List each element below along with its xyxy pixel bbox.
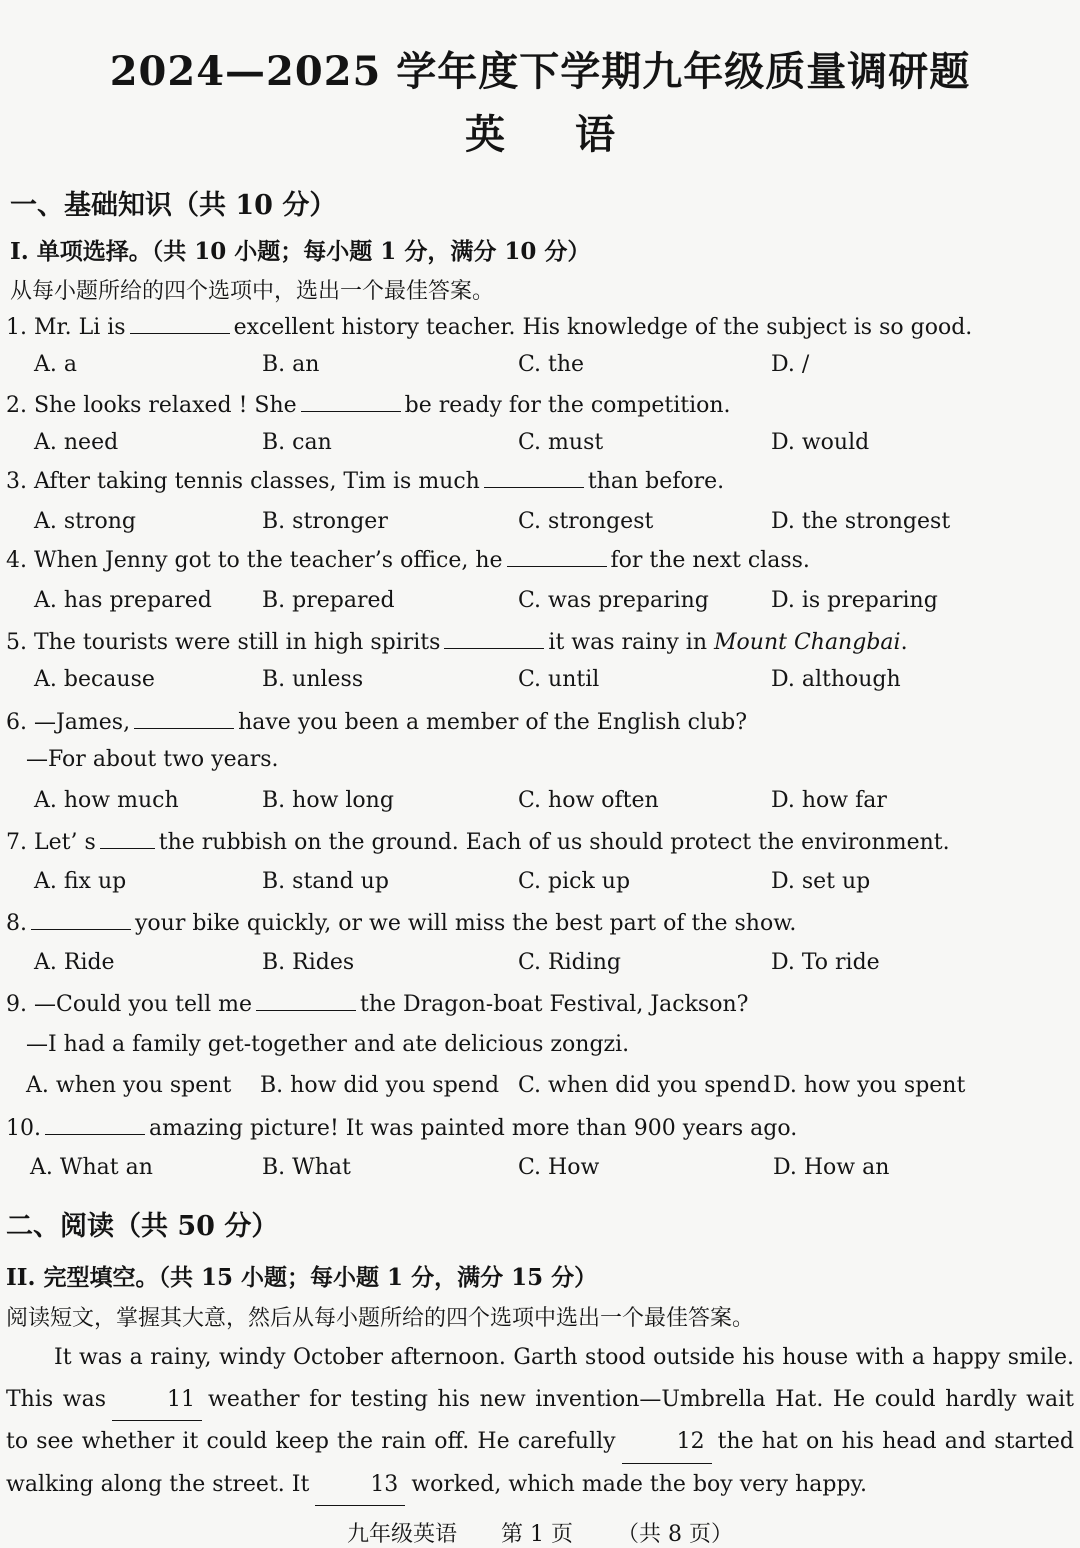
option-d: D. although [771,667,901,692]
option-a: A. strong [34,509,137,534]
question-stem-post: for the next class. [610,548,810,573]
answer-blank [134,708,234,729]
page-footer [0,1517,1080,1548]
question-stem-post: the rubbish on the ground. Each of us should protect the environment. [158,830,950,855]
place-name: Mount Changbai [714,630,901,655]
option-c: C. must [518,430,604,455]
option-a: A. fix up [34,869,127,894]
answer-blank [256,990,356,1011]
option-b: B. unless [262,667,364,692]
answer-blank [130,313,230,334]
question-6 [6,708,747,735]
answer-blank [507,546,607,567]
option-b: B. how did you spend [260,1073,500,1098]
question-3 [6,467,724,494]
option-c: C. how often [518,788,659,813]
question-stem-pre: 3. After taking tennis classes, Tim is much [6,469,480,494]
answer-blank [100,828,155,849]
option-a: A. how much [34,788,179,813]
option-a: A. has prepared [34,588,212,613]
question-10 [6,1114,797,1141]
option-a: A. What an [30,1155,153,1180]
part-title-cloze: II. 完型填空。（共 15 小题；每小题 1 分，满分 15 分） [6,1264,598,1291]
option-b: B. can [262,430,332,455]
option-c: C. until [518,667,600,692]
option-d: D. To ride [771,950,880,975]
option-b: B. stronger [262,509,388,534]
option-c: C. was preparing [518,588,709,613]
section-heading-reading: 二、阅读（共 50 分） [6,1211,279,1242]
cloze-blank-12: 12 [622,1421,712,1464]
question-2 [6,391,731,418]
question-stem-post: it was rainy in [548,630,707,655]
option-d: D. / [771,352,810,377]
question-stem-post: have you been a member of the English club? [238,710,748,735]
question-8 [6,909,796,936]
question-stem-pre: 2. She looks relaxed ! She [6,393,297,418]
option-d: D. set up [771,869,871,894]
option-c: C. pick up [518,869,631,894]
option-b: B. Rides [262,950,355,975]
option-d: D. the strongest [771,509,951,534]
cloze-blank-11: 11 [112,1379,202,1422]
passage-text: the hat on his head and started walking along the street. It [6,1429,1074,1497]
option-b: B. stand up [262,869,389,894]
question-stem-pre: 1. Mr. Li is [6,315,126,340]
question-4 [6,546,810,573]
option-b: B. how long [262,788,394,813]
option-c: C. strongest [518,509,654,534]
answer-blank [484,467,584,488]
footer-page-number: 第 1 页 [501,1522,573,1547]
option-d: D. how far [771,788,887,813]
question-stem-end: . [900,630,908,655]
option-b: B. prepared [262,588,395,613]
option-d: D. would [771,430,870,455]
footer-course: 九年级英语 [347,1522,458,1547]
cloze-blank-13: 13 [315,1464,405,1507]
question-stem-post: than before. [587,469,725,494]
question-stem-pre: 4. When Jenny got to the teacher’s office, he [6,548,503,573]
option-a: A. when you spent [26,1073,232,1098]
option-a: A. need [34,430,119,455]
dialogue-reply: —I had a family get-together and ate delicious zongzi. [26,1032,630,1057]
question-stem-post: the Dragon-boat Festival, Jackson? [360,992,749,1017]
question-stem-pre: 6. —James, [6,710,131,735]
answer-blank [45,1114,145,1135]
subject-char-1: 英 [465,111,505,158]
question-stem-post: be ready for the competition. [404,393,731,418]
option-c: C. How [518,1155,600,1180]
answer-blank [444,628,544,649]
option-c: C. when did you spend [518,1073,771,1098]
instruction-cloze: 阅读短文，掌握其大意，然后从每小题所给的四个选项中选出一个最佳答案。 [6,1306,755,1331]
answer-blank [301,391,401,412]
question-stem-pre: 10. [6,1116,41,1141]
question-9 [6,990,748,1017]
option-b: B. What [262,1155,351,1180]
question-7 [6,828,950,855]
question-stem-pre: 8. [6,911,27,936]
subject-char-2: 语 [575,111,615,158]
exam-title: 2024—2025 学年度下学期九年级质量调研题 [109,48,971,95]
option-c: C. Riding [518,950,622,975]
question-stem-pre: 9. —Could you tell me [6,992,252,1017]
option-d: D. how you spent [773,1073,966,1098]
part-title-single-choice: I. 单项选择。（共 10 小题；每小题 1 分，满分 10 分） [10,238,591,265]
question-stem-post: your bike quickly, or we will miss the best part of the show. [135,911,797,936]
question-stem-pre: 7. Let’ s [6,830,96,855]
dialogue-reply: —For about two years. [26,747,279,772]
option-d: D. is preparing [771,588,938,613]
option-a: A. a [34,352,77,377]
option-a: A. Ride [34,950,115,975]
question-1 [6,313,972,340]
passage-text: weather for testing his new invention—Umbrella Hat. He could hardly wait to see whether it could keep the rain off. He carefully [6,1386,1074,1454]
question-stem-pre: 5. The tourists were still in high spirits [6,630,441,655]
instruction-single-choice: 从每小题所给的四个选项中，选出一个最佳答案。 [10,279,495,304]
cloze-passage [6,1337,1074,1506]
option-b: B. an [262,352,320,377]
question-5 [6,628,908,655]
question-stem-post: excellent history teacher. His knowledge of the subject is so good. [233,315,973,340]
passage-text: worked, which made the boy very happy. [411,1471,868,1497]
subject-title [0,103,1080,160]
footer-total-pages: （共 8 页） [617,1522,733,1547]
option-c: C. the [518,352,585,377]
option-a: A. because [34,667,155,692]
answer-blank [31,909,131,930]
section-heading-basics: 一、基础知识（共 10 分） [10,190,337,221]
option-d: D. How an [773,1155,890,1180]
question-stem-post: amazing picture! It was painted more than 900 years ago. [149,1116,798,1141]
passage-text: It was a rainy, windy October afternoon. Garth stood outside his house with a happy smile. This was [6,1345,1074,1412]
